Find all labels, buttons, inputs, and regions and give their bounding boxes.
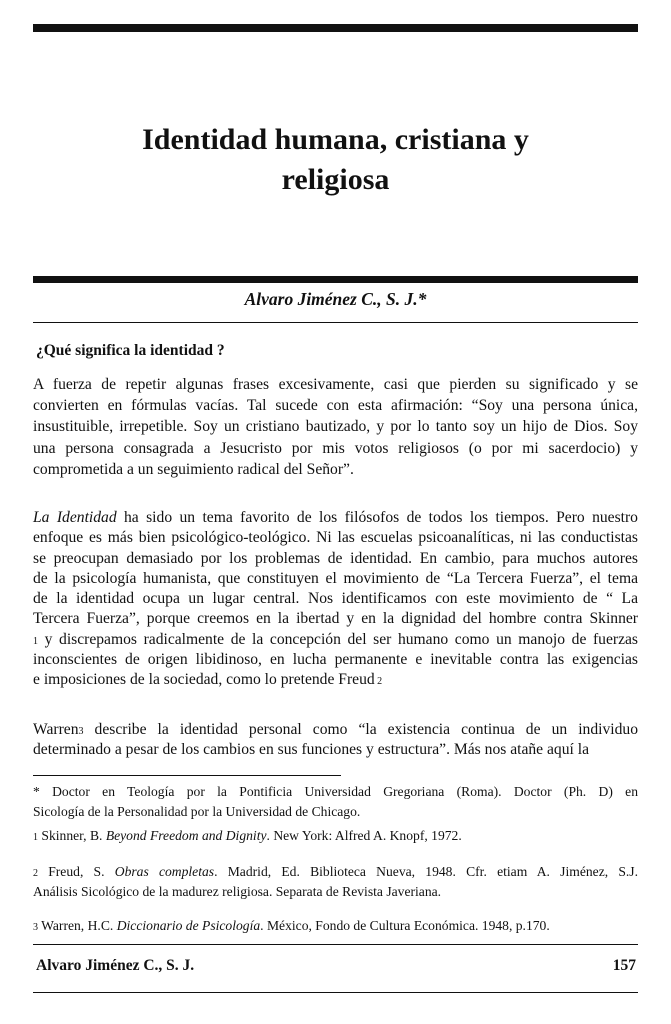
text-span: . México, Fondo de Cultura Económica. 1948, p.170. bbox=[260, 918, 550, 933]
footnote-ref: 1 bbox=[33, 832, 38, 843]
text-span: Freud, S. bbox=[38, 864, 115, 879]
text-line bbox=[33, 528, 638, 548]
text-line bbox=[33, 882, 638, 902]
paragraph-3 bbox=[33, 720, 638, 760]
text-span: Análisis Sicológico de la madurez religiosa. Separata de Revista Javeriana. bbox=[33, 884, 442, 899]
text-line bbox=[33, 862, 638, 882]
title-line-1: Identidad humana, cristiana y bbox=[142, 123, 529, 156]
title-rule bbox=[33, 276, 638, 283]
footnote-ref: 3 bbox=[33, 922, 38, 933]
author-byline: Alvaro Jiménez C., S. J.* bbox=[244, 289, 427, 309]
text-line bbox=[33, 438, 638, 459]
footnote-ref: 2 bbox=[33, 868, 38, 879]
text-line bbox=[33, 740, 638, 760]
text-span: Tercera Fuerza”, porque creemos en la ibertad y en la dignidad del hombre contra Skinner bbox=[33, 610, 638, 628]
footnote-1 bbox=[33, 826, 638, 846]
text-line bbox=[33, 802, 638, 822]
footer-author: Alvaro Jiménez C., S. J. bbox=[36, 957, 195, 974]
text-span: * Doctor en Teología por la Pontificia Universidad Gregoriana (Roma). Doctor (Ph. D) en bbox=[33, 784, 638, 799]
text-span: Diccionario de Psicología bbox=[116, 918, 261, 933]
text-line bbox=[33, 650, 638, 670]
text-span: A fuerza de repetir algunas frases excesivamente, casi que pierden su significado y se bbox=[33, 376, 638, 393]
section-heading: ¿Qué significa la identidad ? bbox=[36, 342, 225, 359]
text-span: determinado a pesar de los cambios en sus funciones y estructura”. Más nos atañe aquí la bbox=[33, 741, 589, 758]
paragraph-2 bbox=[33, 508, 638, 690]
text-span: Warren bbox=[33, 721, 79, 738]
text-line bbox=[33, 826, 638, 846]
text-line bbox=[33, 609, 638, 629]
text-span: . Madrid, Ed. Biblioteca Nueva, 1948. Cfr. etiam A. Jiménez, S.J. bbox=[214, 864, 638, 879]
text-span: Sicología de la Personalidad por la Universidad de Chicago. bbox=[33, 804, 361, 819]
text-span: y discrepamos radicalmente de la concepción del ser humano como un manojo de fuerzas bbox=[38, 630, 638, 648]
text-span: de la identidad ocupa un lugar central. Nos identificamos con este movimiento de “ La bbox=[33, 590, 638, 607]
page-number: 157 bbox=[612, 957, 636, 974]
text-span: inconscientes de origen libidinoso, en lucha permanente e inevitable contra las exigencias bbox=[33, 650, 638, 668]
footnote-rule bbox=[33, 775, 341, 776]
text-span: ha sido un tema favorito de los filósofos de todos los tiempos. Pero nuestro bbox=[116, 509, 638, 526]
text-span: Obras completas bbox=[114, 864, 215, 879]
text-span: de la psicología humanista, que constituyen el movimiento de “La Tercera Fuerza”, el tema bbox=[33, 569, 638, 587]
text-span: insustituible, irrepetible. Soy un cristiano bautizado, y por lo tanto soy un hijo de Dios. Soy bbox=[33, 418, 638, 436]
text-span: e imposiciones de la sociedad, como lo pretende Freud bbox=[33, 671, 375, 688]
paragraph-1 bbox=[33, 374, 638, 480]
text-line bbox=[33, 459, 638, 480]
text-line bbox=[33, 916, 638, 936]
top-rule bbox=[33, 24, 638, 32]
text-span: enfoque es más bien psicológico-teológico. Ni las escuelas psicoanalíticas, ni las conductistas bbox=[33, 529, 638, 547]
text-line bbox=[33, 782, 638, 802]
text-span: Skinner, B. bbox=[38, 828, 106, 843]
text-line bbox=[33, 630, 638, 650]
page-footer bbox=[36, 957, 636, 975]
text-span: . New York: Alfred A. Knopf, 1972. bbox=[266, 828, 462, 843]
text-line bbox=[33, 670, 638, 690]
text-line bbox=[33, 395, 638, 416]
footnote-author bbox=[33, 782, 638, 822]
text-span: comprometida a un seguimiento radical del Señor”. bbox=[33, 460, 354, 478]
text-line bbox=[33, 416, 638, 437]
text-line bbox=[33, 549, 638, 569]
title-line-2: religiosa bbox=[281, 163, 390, 196]
footnote-ref: 3 bbox=[78, 726, 84, 737]
footnote-2 bbox=[33, 862, 638, 902]
text-line bbox=[33, 374, 638, 395]
footer-bottom-rule bbox=[33, 992, 638, 993]
text-span: se preocupan demasiado por los problemas de identidad. En cambio, para muchos autores bbox=[33, 549, 638, 567]
footnote-ref: 1 bbox=[33, 635, 38, 647]
text-span: una persona consagrada a Jesucristo por mis votos religiosos (o por mi sacerdocio) y bbox=[33, 439, 638, 457]
article-title bbox=[0, 120, 671, 200]
text-span: Warren, H.C. bbox=[38, 918, 117, 933]
text-line bbox=[33, 508, 638, 528]
text-line bbox=[33, 720, 638, 740]
text-span: convierten en fórmulas vacías. Tal sucede con esta afirmación: “Soy una persona única, bbox=[33, 397, 638, 415]
text-line bbox=[33, 569, 638, 589]
text-span: describe la identidad personal como “la existencia continua de un individuo bbox=[83, 721, 638, 738]
author-rule bbox=[33, 322, 638, 323]
text-span: Beyond Freedom and Dignity bbox=[105, 828, 267, 843]
text-line bbox=[33, 589, 638, 609]
footnote-ref: 2 bbox=[374, 676, 383, 687]
footer-top-rule bbox=[33, 944, 638, 945]
text-span: La Identidad bbox=[33, 509, 117, 526]
footnote-3 bbox=[33, 916, 638, 936]
